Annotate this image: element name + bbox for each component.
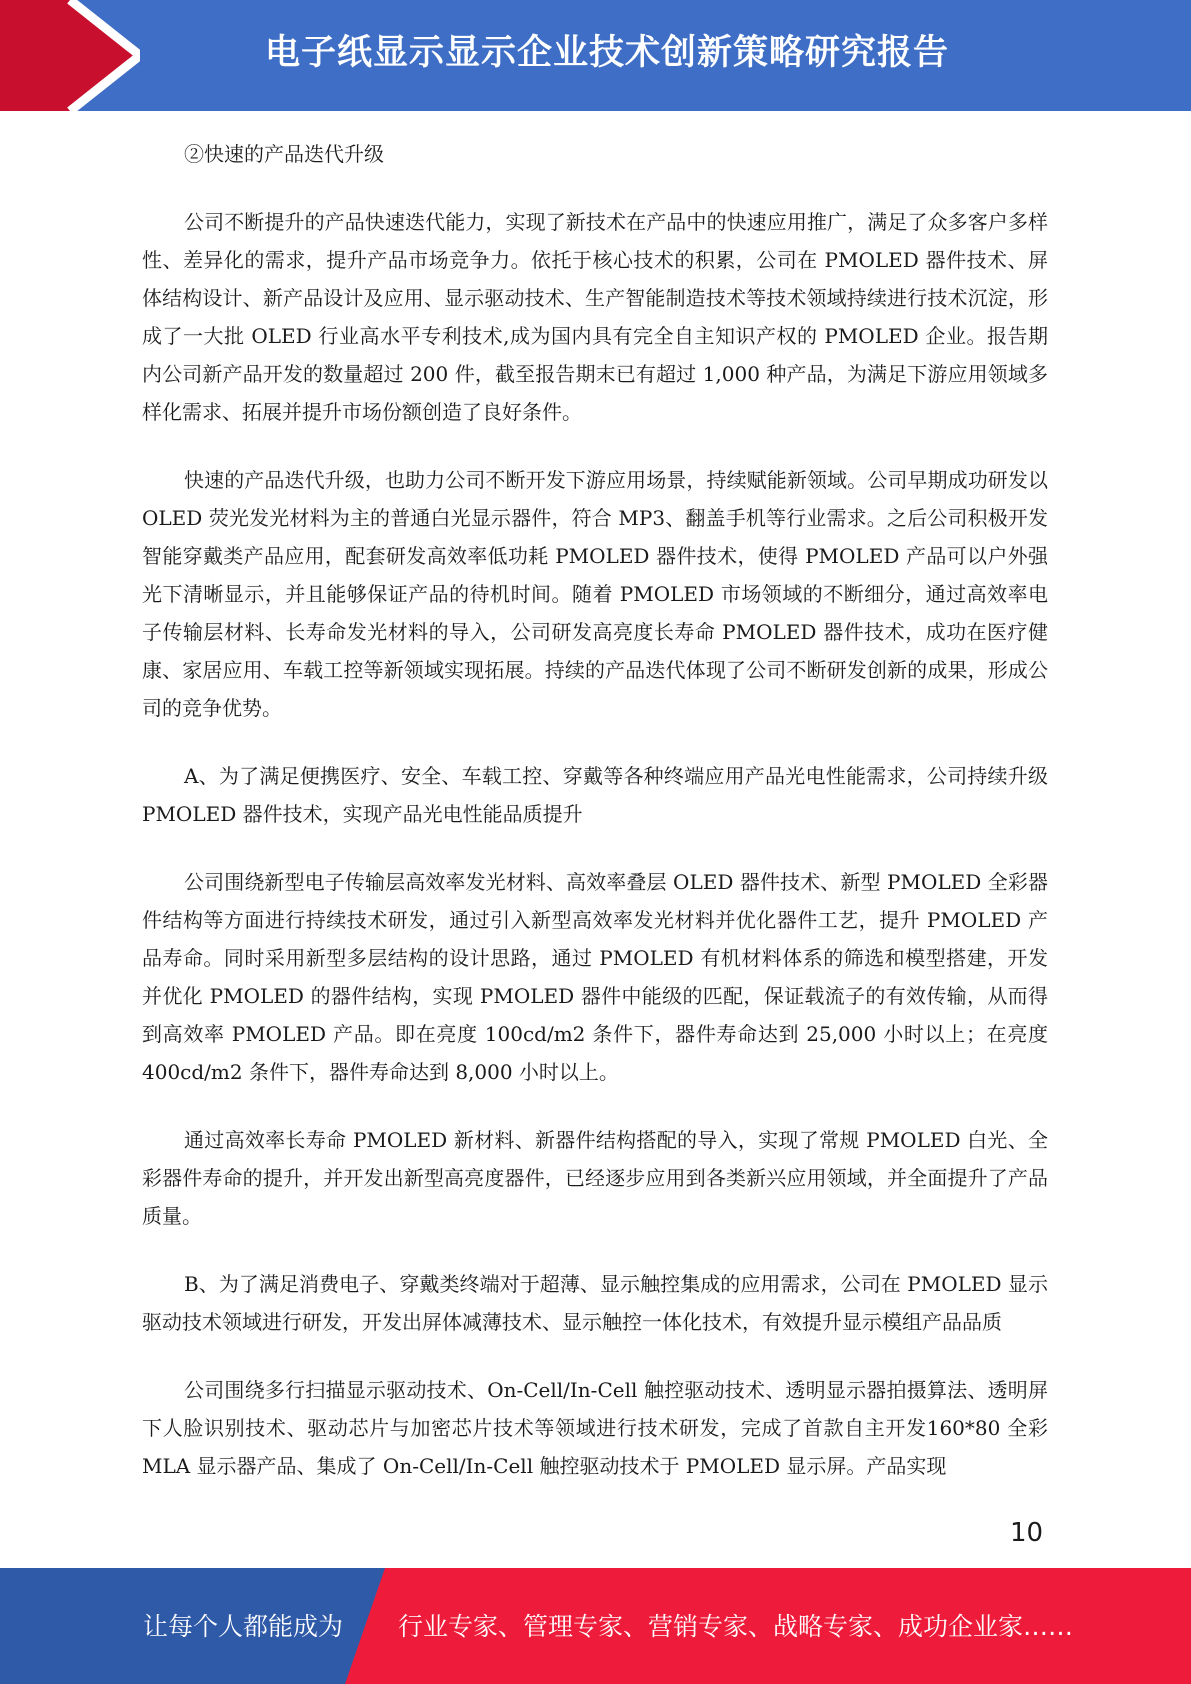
body-paragraph: 通过高效率长寿命 PMOLED 新材料、新器件结构搭配的导入，实现了常规 PMOLED 白光、全彩器件寿命的提升，并开发出新型高亮度器件，已经逐步应用到各类新兴应用领域，并全面提升了产品质量。 [142, 1128, 1048, 1228]
body-paragraph: 快速的产品迭代升级，也助力公司不断开发下游应用场景，持续赋能新领域。公司早期成功研发以 OLED 荧光发光材料为主的普通白光显示器件，符合 MP3、翻盖手机等行业需求。之后公司积极开发智能穿戴类产品应用，配套研发高效率低功耗 PMOLED 器件技术，使得 PMOLED 产品可以户外强光下清晰显示，并且能够保证产品的待机时间。随着 PMOLED 市场领域的不断细分，通过高效率电子传输层材料、长寿命发光材料的导入，公司研发高亮度长寿命 PMOLED 器件技术，成功在医疗健康、家居应用、车载工控等新领域实现拓展。持续的产品迭代体现了公司不断研发创新的成果，形成公司的竞争优势。 [142, 468, 1048, 720]
report-title: 电子纸显示显示企业技术创新策略研究报告 [265, 33, 950, 73]
page-number: 10 [1010, 1518, 1044, 1548]
body-paragraph: 公司围绕多行扫描显示驱动技术、On-Cell/In-Cell 触控驱动技术、透明显示器拍摄算法、透明屏下人脸识别技术、驱动芯片与加密芯片技术等领域进行技术研发，完成了首款自主开发160*80 全彩 MLA 显示器产品、集成了 On-Cell/In-Cell 触控驱动技术于 PMOLED 显示屏。产品实现 [142, 1378, 1048, 1478]
footer-slogan-left: 让每个人都能成为 [143, 1612, 344, 1641]
section-heading: ②快速的产品迭代升级 [184, 142, 384, 166]
footer-slogan-right: 行业专家、管理专家、营销专家、战略专家、成功企业家…… [398, 1612, 1074, 1641]
report-header-banner [0, 0, 1191, 111]
footer-banner [0, 1568, 1191, 1684]
subsection-heading-a: A、为了满足便携医疗、安全、车载工控、穿戴等各种终端应用产品光电性能需求，公司持续升级 PMOLED 器件技术，实现产品光电性能品质提升 [142, 764, 1048, 826]
body-paragraph: 公司围绕新型电子传输层高效率发光材料、高效率叠层 OLED 器件技术、新型 PMOLED 全彩器件结构等方面进行持续技术研发，通过引入新型高效率发光材料并优化器件工艺，提升 PMOLED 产品寿命。同时采用新型多层结构的设计思路，通过 PMOLED 有机材料体系的筛选和模型搭建，开发并优化 PMOLED 的器件结构，实现 PMOLED 器件中能级的匹配，保证载流子的有效传输，从而得到高效率 PMOLED 产品。即在亮度 100cd/m2 条件下，器件寿命达到 25,000 小时以上；在亮度 400cd/m2 条件下，器件寿命达到 8,000 小时以上。 [142, 870, 1048, 1084]
body-paragraph: 公司不断提升的产品快速迭代能力，实现了新技术在产品中的快速应用推广，满足了众多客户多样性、差异化的需求，提升产品市场竞争力。依托于核心技术的积累，公司在 PMOLED 器件技术、屏体结构设计、新产品设计及应用、显示驱动技术、生产智能制造技术等技术领域持续进行技术沉淀，形成了一大批 OLED 行业高水平专利技术,成为国内具有完全自主知识产权的 PMOLED 企业。报告期内公司新产品开发的数量超过 200 件，截至报告期末已有超过 1,000 种产品，为满足下游应用领域多样化需求、拓展并提升市场份额创造了良好条件。 [142, 210, 1048, 424]
subsection-heading-b: B、为了满足消费电子、穿戴类终端对于超薄、显示触控集成的应用需求，公司在 PMOLED 显示驱动技术领域进行研发，开发出屏体减薄技术、显示触控一体化技术，有效提升显示模组产品品质 [142, 1272, 1048, 1334]
header-red-arrow-decoration [0, 0, 140, 111]
page-content [142, 135, 1048, 1515]
